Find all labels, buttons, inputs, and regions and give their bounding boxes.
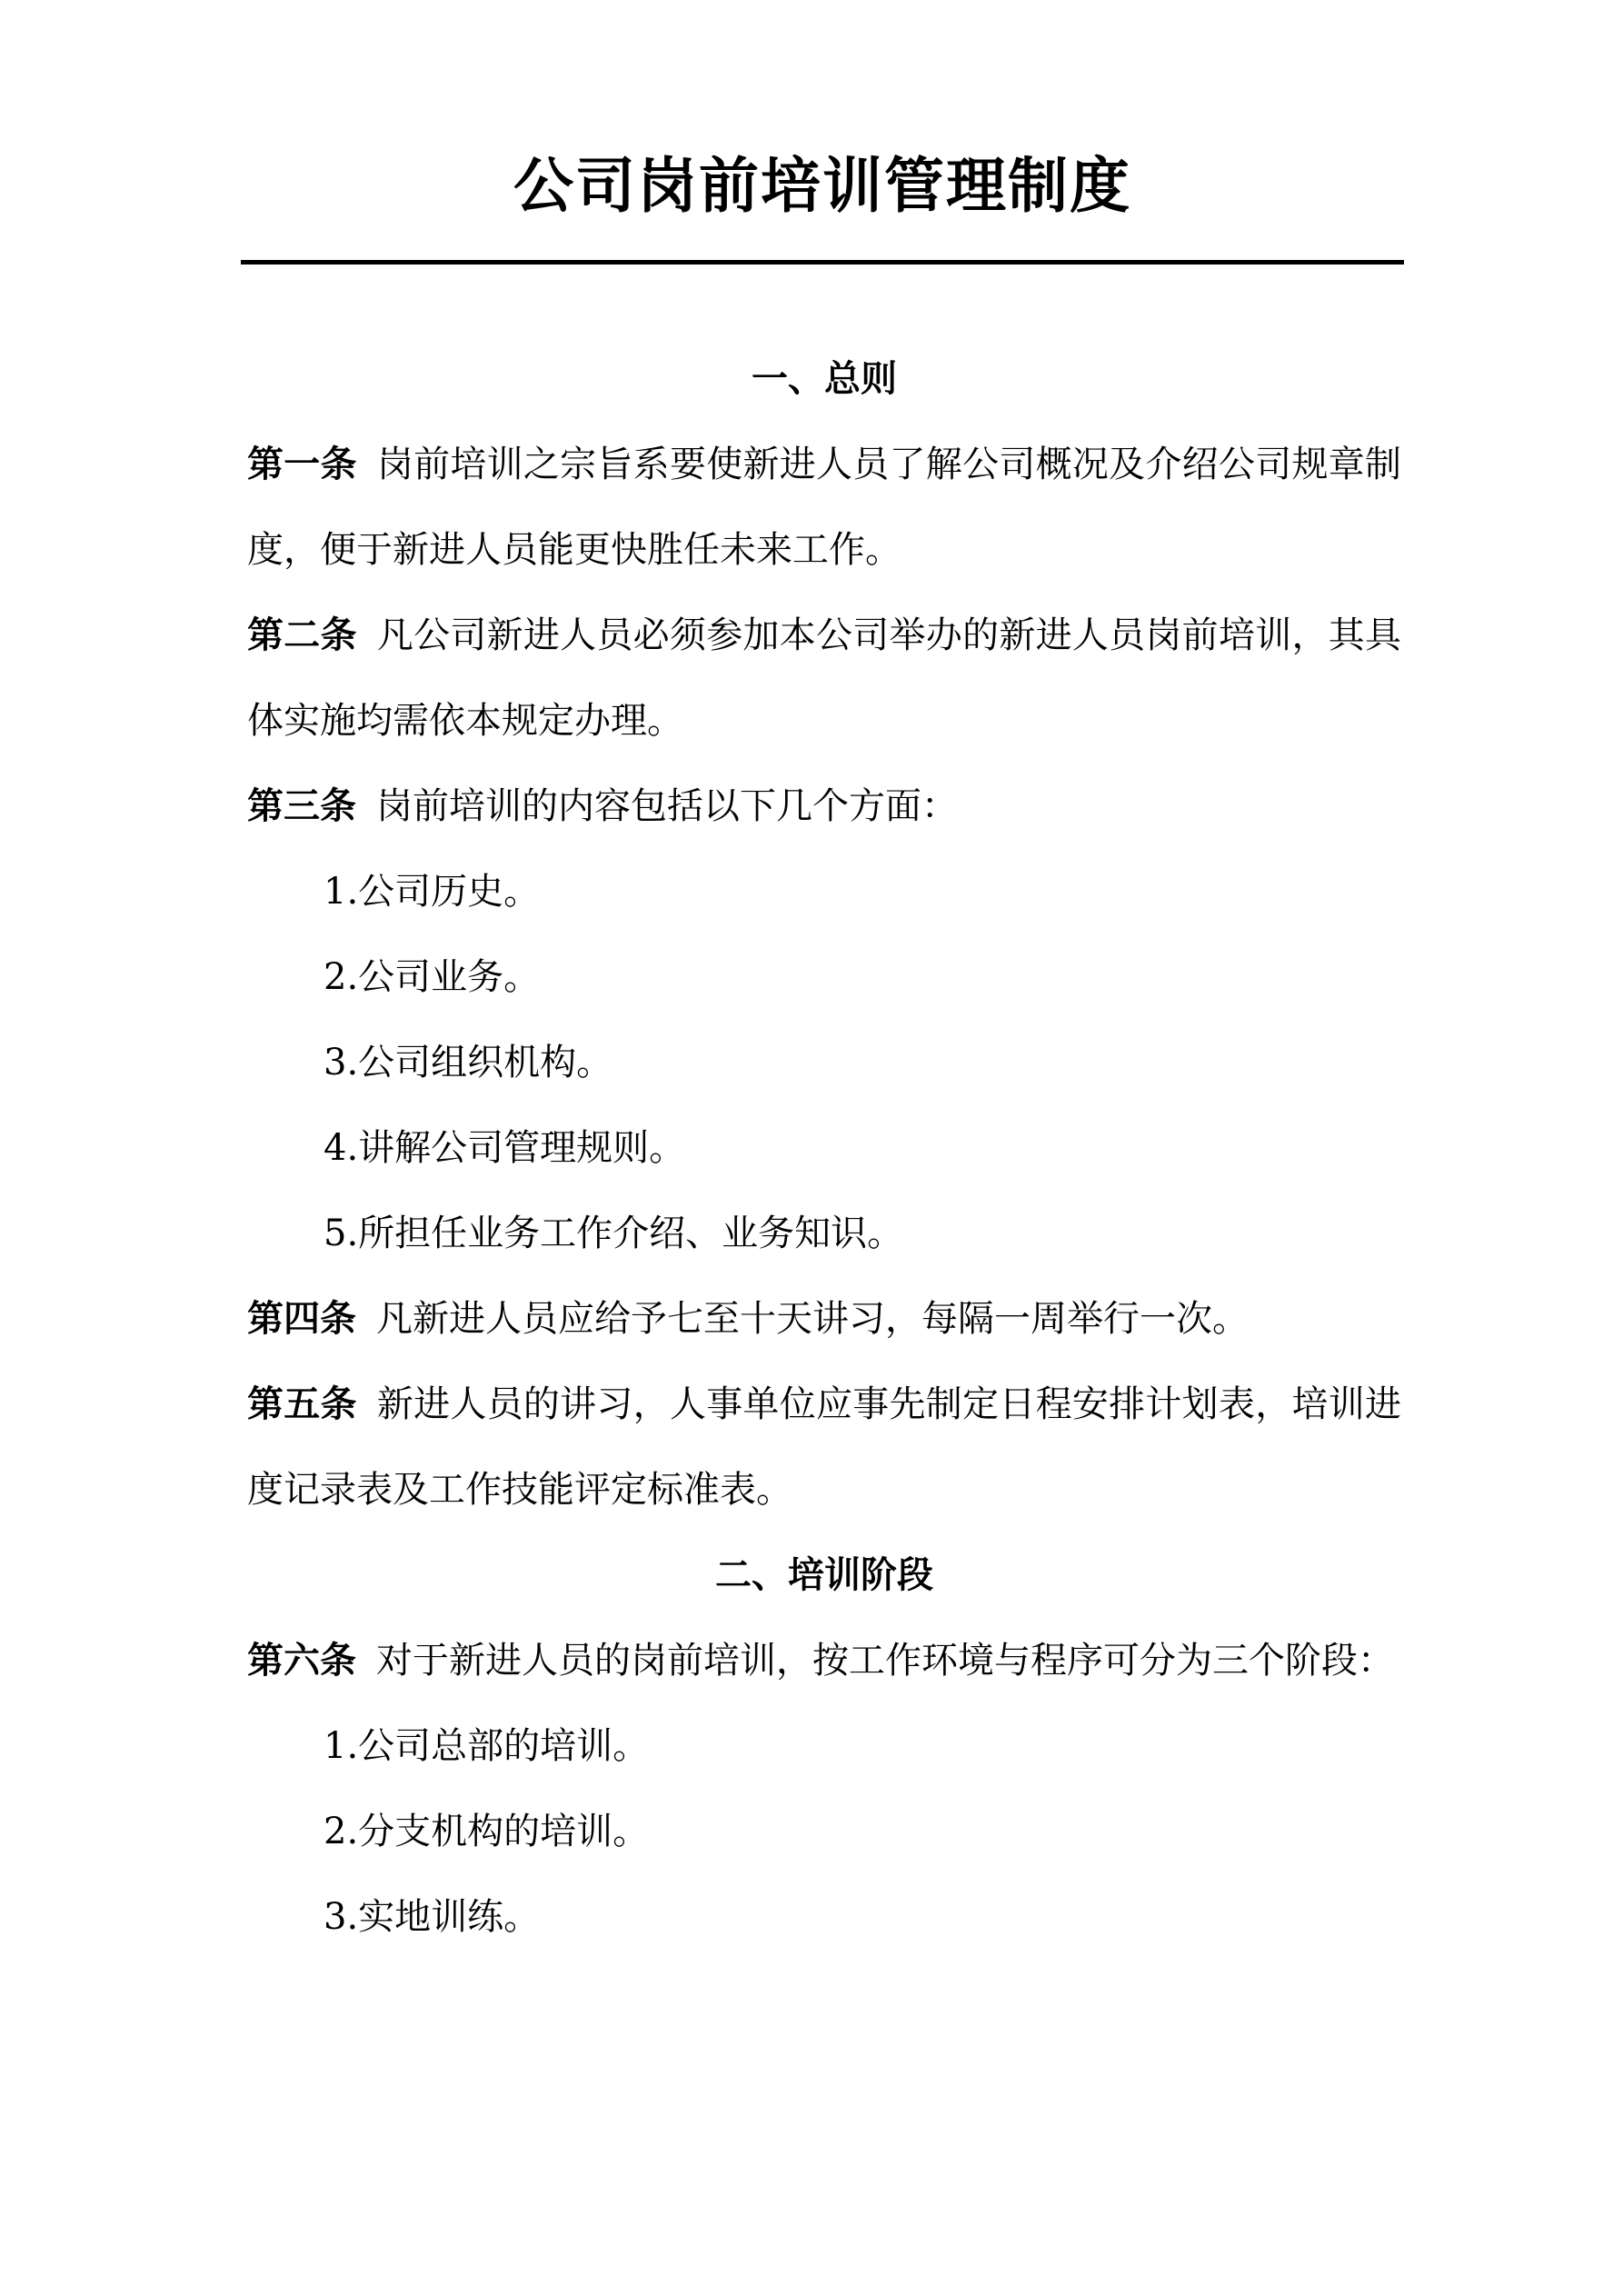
article-2 [247, 593, 1401, 764]
article-label: 第三条 [247, 785, 356, 827]
article-4 [247, 1276, 1401, 1362]
document-body [247, 336, 1401, 1960]
list-item: 5.所担任业务工作介绍、业务知识。 [324, 1213, 904, 1254]
article-text: 凡新进人员应给予七至十天讲习，每隔一周举行一次。 [376, 1298, 1249, 1340]
article-label: 第二条 [247, 614, 357, 656]
article-label: 第一条 [247, 444, 357, 485]
list-item: 1.公司历史。 [324, 871, 541, 913]
article-label: 第四条 [247, 1298, 356, 1340]
article-3 [247, 764, 1401, 849]
article-text: 对于新进人员的岗前培训，按工作环境与程序可分为三个阶段： [376, 1640, 1394, 1682]
article-text: 新进人员的讲习，人事单位应事先制定日程安排计划表，培训进度记录表及工作技能评定标准表。 [247, 1383, 1402, 1511]
document-title: 公司岗前培训管理制度 [513, 151, 1131, 221]
article-text: 凡公司新进人员必须参加本公司举办的新进人员岗前培训，其具体实施均需依本规定办理。 [247, 614, 1402, 742]
list-item: 4.讲解公司管理规则。 [324, 1127, 686, 1169]
section-heading-training-stages: 二、培训阶段 [715, 1554, 933, 1596]
list-item: 2.公司业务。 [324, 956, 541, 998]
article-1 [247, 422, 1401, 593]
article-6 [247, 1618, 1401, 1703]
list-item: 1.公司总部的培训。 [324, 1725, 650, 1767]
list-item: 3.实地训练。 [324, 1896, 541, 1938]
article-label: 第五条 [247, 1383, 357, 1425]
article-5 [247, 1362, 1401, 1532]
article-label: 第六条 [247, 1640, 356, 1682]
section-heading-general: 一、总则 [752, 358, 897, 400]
article-text: 岗前培训之宗旨系要使新进人员了解公司概况及介绍公司规章制度，便于新进人员能更快胜任未来工作。 [247, 444, 1402, 571]
article-text: 岗前培训的内容包括以下几个方面： [376, 785, 958, 827]
list-item: 3.公司组织机构。 [324, 1042, 613, 1083]
title-divider [241, 260, 1404, 265]
list-item: 2.分支机构的培训。 [324, 1811, 650, 1852]
